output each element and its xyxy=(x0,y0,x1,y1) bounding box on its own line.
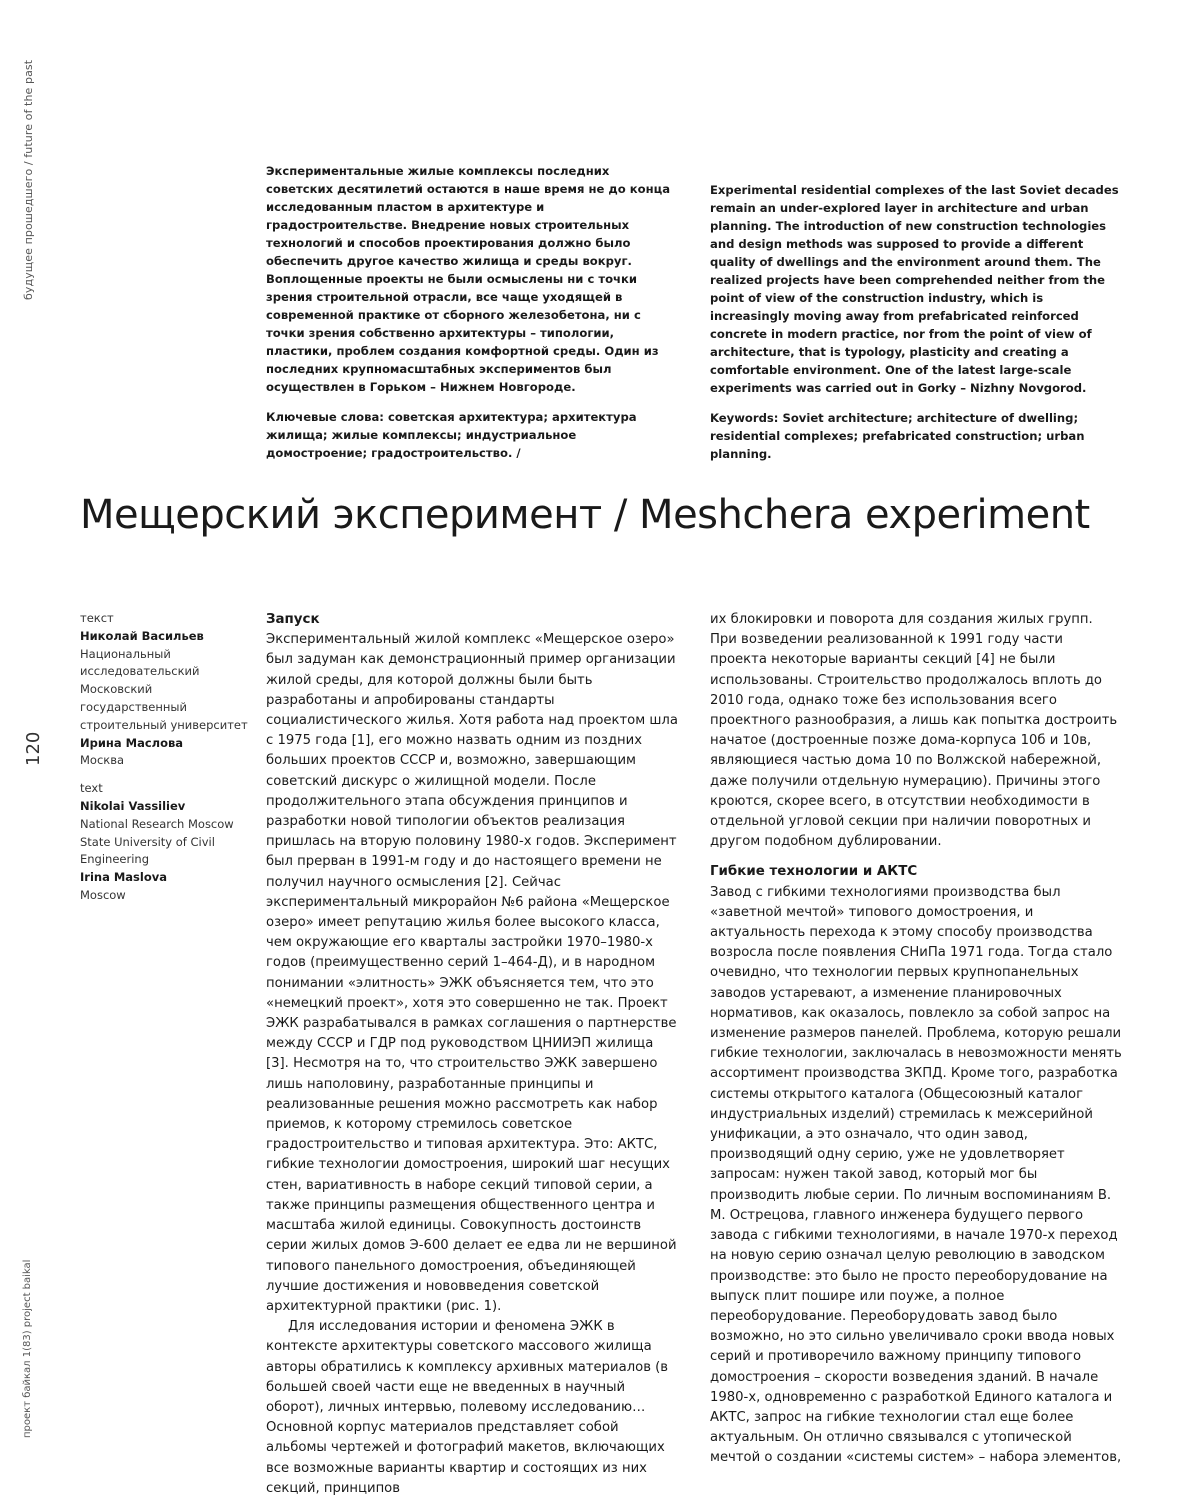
author-label-en: text xyxy=(80,781,103,796)
abstract-en xyxy=(710,181,1120,475)
author-block xyxy=(80,610,250,905)
body-column-2 xyxy=(710,610,1122,1469)
author2-name-en: Irina Maslova xyxy=(80,870,167,885)
author2-affil-en: Moscow xyxy=(80,887,126,902)
body-paragraph: Завод с гибкими технологиями производства был «заветной мечтой» типового домостроения, и актуальность перехода к этому способу производства возросла после появления СНиПа 1971 года. Тогда стало очевидно, что технологии первых крупнопанельных заводов устаревают, а изменение планировочных нормативов, как оказалось, повлекло за собой запрос на изменение размеров панелей. Проблема, которую решали гибкие технологии, заключалась в невозможности менять ассортимент производства ЗКПД. Кроме того, разработка системы открытого каталога (Общесоюзный каталог индустриальных изделий) стремилась к межсерийной унификации, а это означало, что один завод, производящий одну серию, уже не удовлетворяет запросам: нужен такой завод, который мог бы производить любые серии. По личным воспоминаниям В. М. Острецова, главного инженера будущего первого завода с гибкими технологиями, в начале 1970-х переход на новую серию означал целую революцию в заводском производстве: это было не просто переоборудование на выпуск плит пошире или поуже, а полное переоборудование. Переоборудовать завод было возможно, но это сильно увеличивало сроки ввода новых серий и противоречило важному принципу типового домостроения – скорости возведения зданий. В начале 1980-х, одновременно с разработкой Единого каталога и АКТС, запрос на гибкие технологии стал еще более актуальным. Он отлично связывался с утопической мечтой о создании «системы систем» – набора элементов, xyxy=(710,884,1122,1466)
abstract-ru xyxy=(266,162,678,474)
article-title: Мещерский эксперимент / Meshchera experiment xyxy=(80,492,1090,538)
author1-affil-ru: Национальный исследовательский Московский государственный строительный университет xyxy=(80,646,248,732)
author1-name-ru: Николай Васильев xyxy=(80,628,204,643)
author1-name-en: Nikolai Vassiliev xyxy=(80,798,186,813)
author2-name-ru: Ирина Маслова xyxy=(80,735,184,750)
body-column-1 xyxy=(266,610,678,1499)
running-head: будущее прошедшего / future of the past xyxy=(22,59,35,300)
author2-affil-ru: Москва xyxy=(80,753,125,768)
body-paragraph: Для исследования истории и феномена ЭЖК в контексте архитектуры советского массового жилища авторы обратились к комплексу архивных материалов (в большей своей части еще не введенных в научный оборот), личных интервью, полевому исследованию… Основной корпус материалов представляет собой альбомы чертежей и фотографий макетов, включающих все возможные варианты квартир и состоящих из них секций, принципов xyxy=(266,1319,669,1496)
section-heading-flexible-tech: Гибкие технологии и АКТС xyxy=(710,864,918,880)
journal-name: проект байкал 1(83) project baikal xyxy=(22,1259,33,1438)
section-heading-launch: Запуск xyxy=(266,612,320,627)
abstract-en-text: Experimental residential complexes of the last Soviet decades remain an under-explored layer in architecture and urban planning. The introduction of new construction technologies and design methods was supposed to provide a different quality of dwellings and the environment around them. The realized projects have been comprehended neither from the point of view of the construction industry, which is increasingly moving away from prefabricated reinforced concrete in modern practice, nor from the point of view of architecture, that is typology, plasticity and creating a comfortable environment. One of the latest large-scale experiments was carried out in Gorky – Nizhny Novgorod. xyxy=(710,183,1119,395)
keywords-ru: Ключевые слова: советская архитектура; архитектура жилища; жилые комплексы; индустриальное домостроение; градостроительство. / xyxy=(266,410,637,460)
author-label-ru: текст xyxy=(80,611,114,625)
body-paragraph: их блокировки и поворота для создания жилых групп. При возведении реализованной к 1991 году части проекта некоторые варианты секций [4] не были использованы. Строительство продолжалось вплоть до 2010 года, однако тоже без использования всего проектного разнообразия, а лишь как попытка достроить начатое (достроенные позже дома-корпуса 10б и 10в, являющиеся частью дома 10 по Волжской набережной, даже получили отдельную нумерацию). Причины этого кроются, скорее всего, в отсутствии необходимости в отдельной угловой секции при наличии поворотных и другом подобном дублировании. xyxy=(710,612,1118,850)
page-number: 120 xyxy=(23,731,44,766)
abstract-ru-text: Экспериментальные жилые комплексы последних советских десятилетий остаются в наше время не до конца исследованным пластом в архитектуре и градостроительстве. Внедрение новых строительных технологий и способов проектирования должно было обеспечить другое качество жилища и среды вокруг. Воплощенные проекты не были осмыслены ни с точки зрения строительной отрасли, все чаще уходящей в современной практике от сборного железобетона, ни с точки зрения собственно архитектуры – типологии, пластики, проблем создания комфортной среды. Один из последних крупномасштабных экспериментов был осуществлен в Горьком – Нижнем Новгороде. xyxy=(266,164,671,394)
author1-affil-en: National Research Moscow State University of Civil Engineering xyxy=(80,816,234,867)
keywords-en: Keywords: Soviet architecture; architecture of dwelling; residential complexes; prefabricated construction; urban planning. xyxy=(710,411,1085,461)
body-paragraph: Экспериментальный жилой комплекс «Мещерское озеро» был задуман как демонстрационный пример организации жилой среды, для которой должны были быть разработаны и апробированы стандарты социалистического жилья. Хотя работа над проектом шла с 1975 года [1], его можно назвать одним из поздних больших проектов СССР и, возможно, завершающим советский дискурс о жилищной модели. После продолжительного этапа обсуждения принципов и разработки новой типологии объектов реализация пришлась на вторую половину 1980-х годов. Эксперимент был прерван в 1991-м году и до настоящего времени не получил научного осмысления [2]. Сейчас экспериментальный микрорайон №6 района «Мещерское озеро» имеет репутацию жилья более высокого класса, чем окружающие его кварталы застройки 1970–1980-х годов (преимущественно серий 1–464-Д), и в народном понимании «элитность» ЭЖК объясняется тем, что это «немецкий проект», хотя это совершенно не так. Проект ЭЖК разрабатывался в рамках соглашения о партнерстве между СССР и ГДР под руководством ЦНИИЭП жилища [3]. Несмотря на то, что строительство ЭЖК завершено лишь наполовину, разработанные принципы и реализованные решения можно рассмотреть как набор приемов, к которому стремилось советское градостроительство и типовая архитектура. Это: АКТС, гибкие технологии домостроения, широкий шаг несущих стен, вариативность в наборе секций типовой серии, а также принципы размещения общественного центра и масштаба жилой единицы. Совокупность достоинств серии жилых домов Э-600 делает ее едва ли не вершиной типового панельного домостроения, объединяющей лучшие достижения и нововведения советской архитектурной практики (рис. 1). xyxy=(266,632,678,1314)
